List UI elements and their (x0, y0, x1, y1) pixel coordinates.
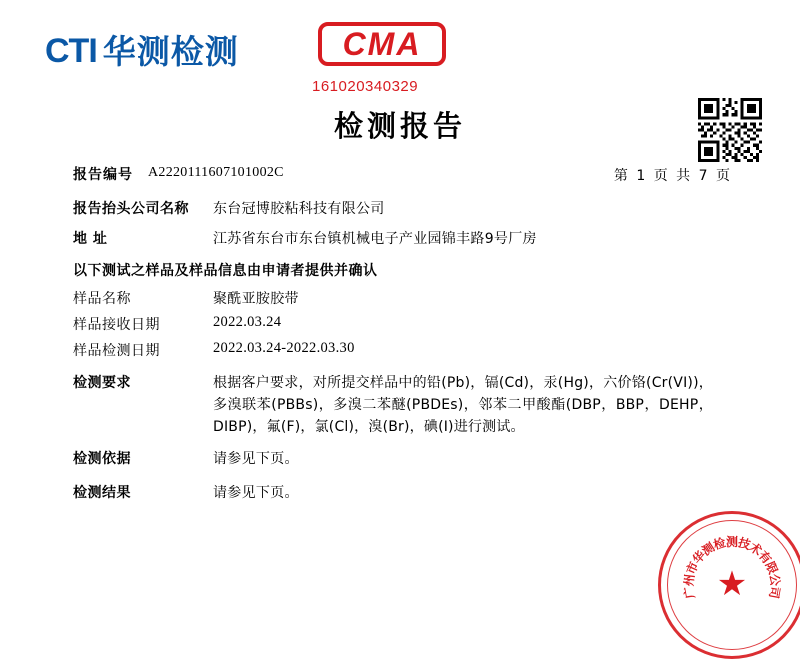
field-label: 检测结果 (73, 485, 131, 501)
field-label: 样品接收日期 (73, 317, 160, 333)
field-value: 2022.03.24-2022.03.30 (213, 340, 355, 356)
page-indicator: 第 1 页 共 7 页 (613, 168, 732, 184)
seal-curved-text: 广 州 市 华 测 检 测 技 术 有 限 公 司 (681, 535, 783, 600)
field-test-basis (0, 448, 800, 478)
report-number-label: 报告编号 (73, 167, 133, 183)
field-label: 检测要求 (73, 375, 131, 391)
field-sample-name (0, 288, 800, 310)
field-list (0, 198, 800, 510)
field-label: 检测依据 (73, 451, 131, 467)
cti-logo-chinese: 华测检测 (102, 31, 239, 71)
cma-logo (318, 22, 450, 68)
field-label: 样品名称 (73, 291, 131, 307)
cti-logo (45, 31, 239, 71)
sample-confirmation-note (0, 260, 800, 284)
field-value: 东台冠博胶粘科技有限公司 (213, 201, 385, 217)
field-sample-test-date (0, 340, 800, 368)
field-value: 聚酰亚胺胶带 (213, 291, 299, 307)
field-sample-received-date (0, 314, 800, 336)
official-seal-icon (658, 511, 800, 659)
field-value: 江苏省东台市东台镇机械电子产业园锦丰路9号厂房 (213, 231, 537, 247)
note-text: 以下测试之样品及样品信息由申请者提供并确认 (73, 263, 378, 279)
report-number-row (0, 164, 800, 186)
field-address (0, 228, 800, 256)
cma-logo-text: CMA (342, 26, 422, 62)
field-value: 请参见下页。 (213, 485, 299, 501)
field-value: 根据客户要求，对所提交样品中的铅(Pb)，镉(Cd)，汞(Hg)，六价铬(Cr(VI))，多溴联苯(PBBs)，多溴二苯醚(PBDEs)，邻苯二甲酸酯(DBP，BBP，DEHP，DIBP)，氟(F)，氯(Cl)，溴(Br)，碘(I)进行测试。 (213, 375, 713, 435)
field-value: 2022.03.24 (213, 314, 282, 330)
field-label: 地 址 (73, 231, 108, 247)
field-label: 报告抬头公司名称 (73, 201, 189, 217)
page-title: 检测报告 (333, 109, 466, 143)
field-test-requirements (0, 372, 800, 444)
field-company-name (0, 198, 800, 224)
cma-certificate-number: 161020340329 (312, 78, 419, 95)
report-number-value: A2220111607101002C (148, 165, 284, 180)
document-header (0, 0, 800, 100)
field-label: 样品检测日期 (73, 343, 160, 359)
field-test-result (0, 482, 800, 506)
cti-logo-mark: CTI (45, 32, 97, 70)
field-value: 请参见下页。 (213, 451, 299, 467)
seal-star: ★ (716, 566, 748, 603)
